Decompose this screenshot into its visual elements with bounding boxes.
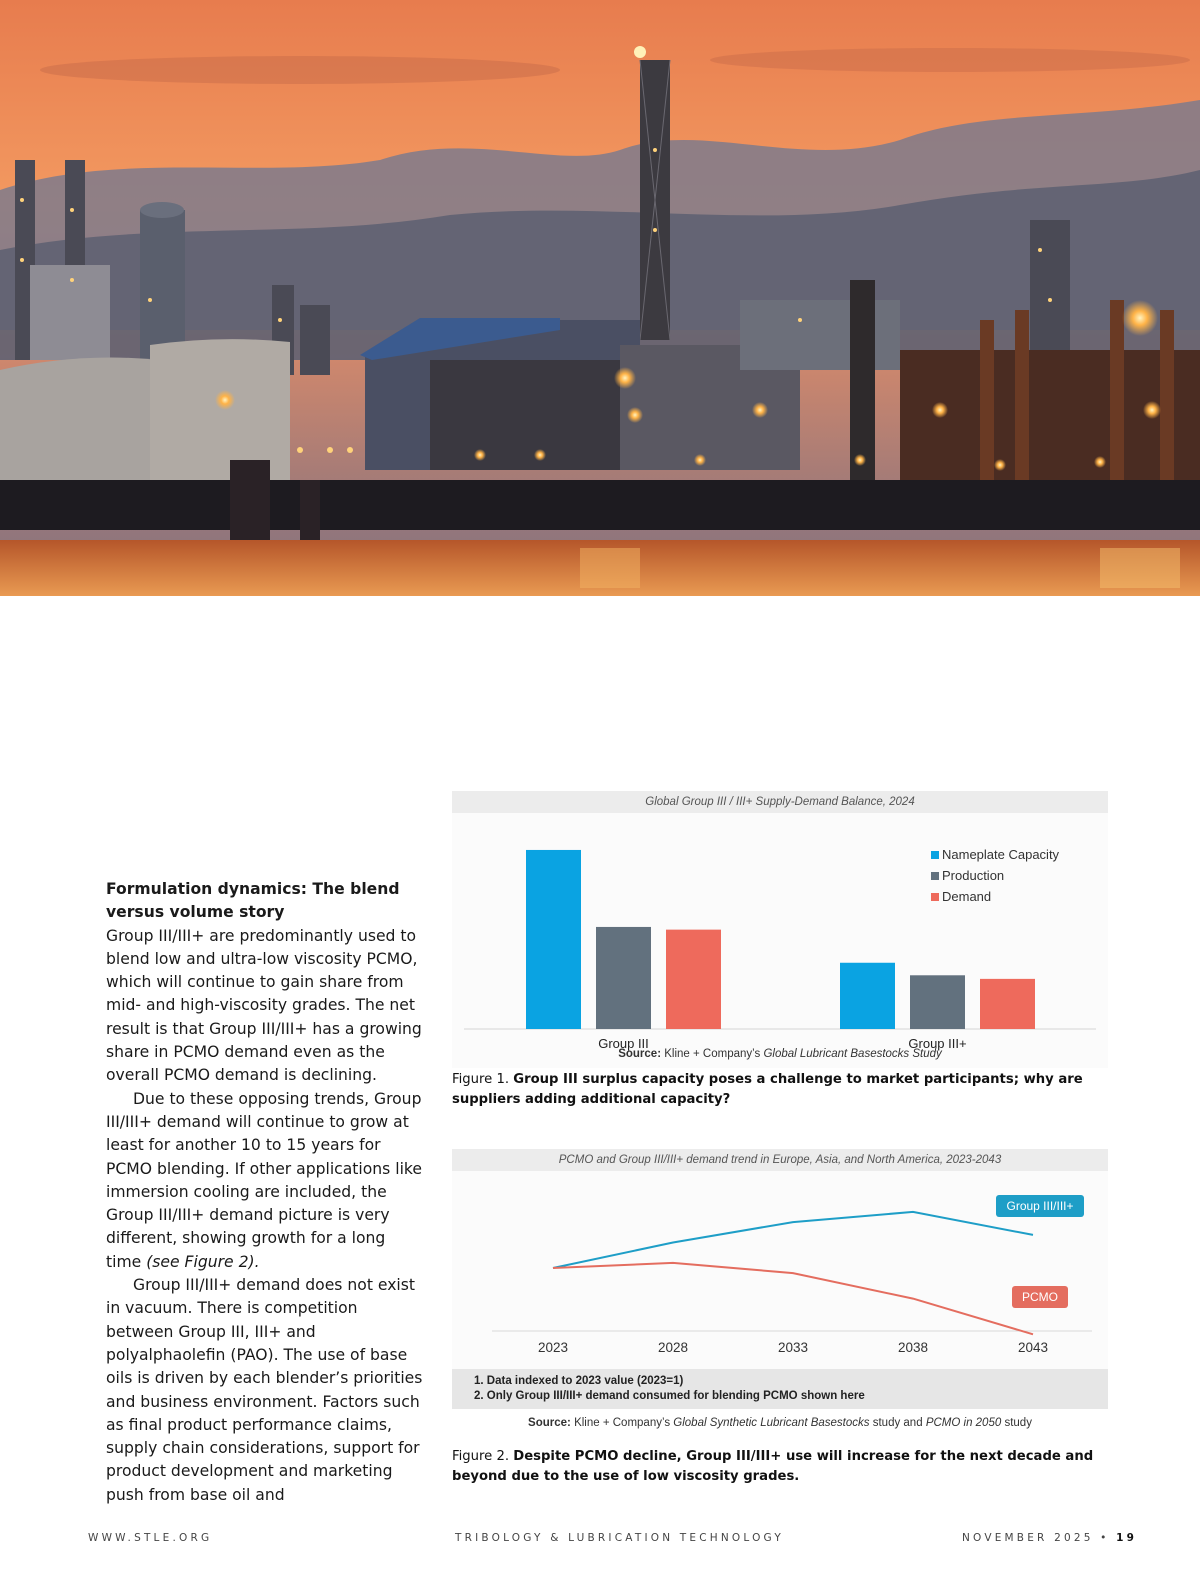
source-label: Source: <box>618 1048 662 1060</box>
paragraph-text: Due to these opposing trends, Group III/III+ demand will continue to grow at least for another 10 to 15 years for PCMO blending. If other applications like immersion cooling are included, the Group III/III+ demand picture is very different, showing growth for a long time <box>106 1089 422 1271</box>
figure-1-source <box>452 1048 1108 1060</box>
caption-prefix: Figure 1. <box>452 1072 510 1087</box>
legend-label: Production <box>942 868 1005 883</box>
legend-label: Nameplate Capacity <box>942 847 1060 862</box>
figure-2-title: PCMO and Group III/III+ demand trend in Europe, Asia, and North America, 2023-2043 <box>452 1149 1108 1171</box>
hero-photo <box>0 0 1200 596</box>
legend-label: Demand <box>942 889 992 904</box>
legend-swatch <box>931 851 939 859</box>
figure-2-source <box>452 1409 1108 1429</box>
footer-issue <box>962 1532 1137 1544</box>
separator: • <box>1100 1532 1110 1544</box>
source-text: Kline + Company’s <box>664 1048 761 1060</box>
figure-1 <box>452 791 1108 1068</box>
bar <box>910 975 965 1029</box>
legend-swatch <box>931 893 939 901</box>
article-column <box>106 878 424 1507</box>
figure-reference: (see Figure 2). <box>146 1252 260 1271</box>
source-study: Global Lubricant Basestocks Study <box>763 1048 942 1060</box>
article-paragraph: Group III/III+ are predominantly used to blend low and ultra-low viscosity PCMO, which will continue to gain share from mid- and high-viscosity grades. The net result is that Group III/III+ has a growing share in PCMO demand even as the overall PCMO demand is declining. <box>106 926 422 1085</box>
figure-1-caption <box>452 1070 1108 1109</box>
bar <box>526 850 581 1029</box>
refinery-sunset-image <box>0 0 1200 596</box>
note-line: 1. Data indexed to 2023 value (2023=1) <box>474 1375 684 1387</box>
series-line <box>553 1263 1033 1334</box>
page-number: 19 <box>1116 1532 1138 1544</box>
article-paragraph <box>106 1088 424 1274</box>
x-tick-label: 2038 <box>897 1340 929 1355</box>
bar <box>666 930 721 1029</box>
source-study: PCMO in 2050 <box>925 1417 1002 1429</box>
x-tick-label: 2033 <box>777 1340 809 1355</box>
series-line <box>553 1212 1033 1268</box>
issue-date: NOVEMBER 2025 <box>962 1532 1094 1544</box>
figure-2-chart <box>452 1171 1108 1369</box>
figure-2-caption <box>452 1447 1108 1486</box>
figure-1-title: Global Group III / III+ Supply-Demand Balance, 2024 <box>452 791 1108 813</box>
x-tick-label: 2023 <box>537 1340 569 1355</box>
x-tick-label: Group III+ <box>908 1036 967 1051</box>
legend-swatch <box>931 872 939 880</box>
series-label: PCMO <box>1022 1290 1058 1304</box>
source-text: study <box>1004 1417 1032 1429</box>
bar <box>596 927 651 1029</box>
caption-prefix: Figure 2. <box>452 1449 510 1464</box>
caption-text: Despite PCMO decline, Group III/III+ use will increase for the next decade and beyond due to the use of low viscosity grades. <box>452 1449 1094 1484</box>
figure-1-chart <box>452 813 1108 1068</box>
line-chart <box>452 1171 1108 1369</box>
section-heading: Formulation dynamics: The blend versus volume story <box>106 880 400 922</box>
caption-text: Group III surplus capacity poses a challenge to market participants; why are suppliers adding additional capacity? <box>452 1072 1083 1107</box>
x-tick-label: Group III <box>598 1036 649 1051</box>
source-label: Source: <box>528 1417 571 1429</box>
x-tick-label: 2028 <box>657 1340 689 1355</box>
bar <box>840 963 895 1029</box>
figure-2 <box>452 1149 1108 1429</box>
article-paragraph: Group III/III+ demand does not exist in vacuum. There is competition between Group III, III+ and polyalphaolefin (PAO). The use of base oils is driven by each blender’s priorities and business environment. Factors such as final product performance claims, supply chain considerations, support for product development and marketing push from base oil and <box>106 1276 423 1504</box>
figure-2-notes <box>452 1369 1108 1409</box>
footer-website: WWW.STLE.ORG <box>88 1532 213 1544</box>
source-text: study and <box>872 1417 923 1429</box>
note-line: 2. Only Group III/III+ demand consumed for blending PCMO shown here <box>474 1390 865 1402</box>
source-study: Global Synthetic Lubricant Basestocks <box>673 1417 870 1429</box>
series-label: Group III/III+ <box>1006 1199 1074 1213</box>
source-text: Kline + Company’s <box>574 1417 671 1429</box>
x-tick-label: 2043 <box>1017 1340 1049 1355</box>
bar <box>980 979 1035 1029</box>
bar-chart <box>452 813 1108 1068</box>
footer-publication: TRIBOLOGY & LUBRICATION TECHNOLOGY <box>455 1532 784 1544</box>
